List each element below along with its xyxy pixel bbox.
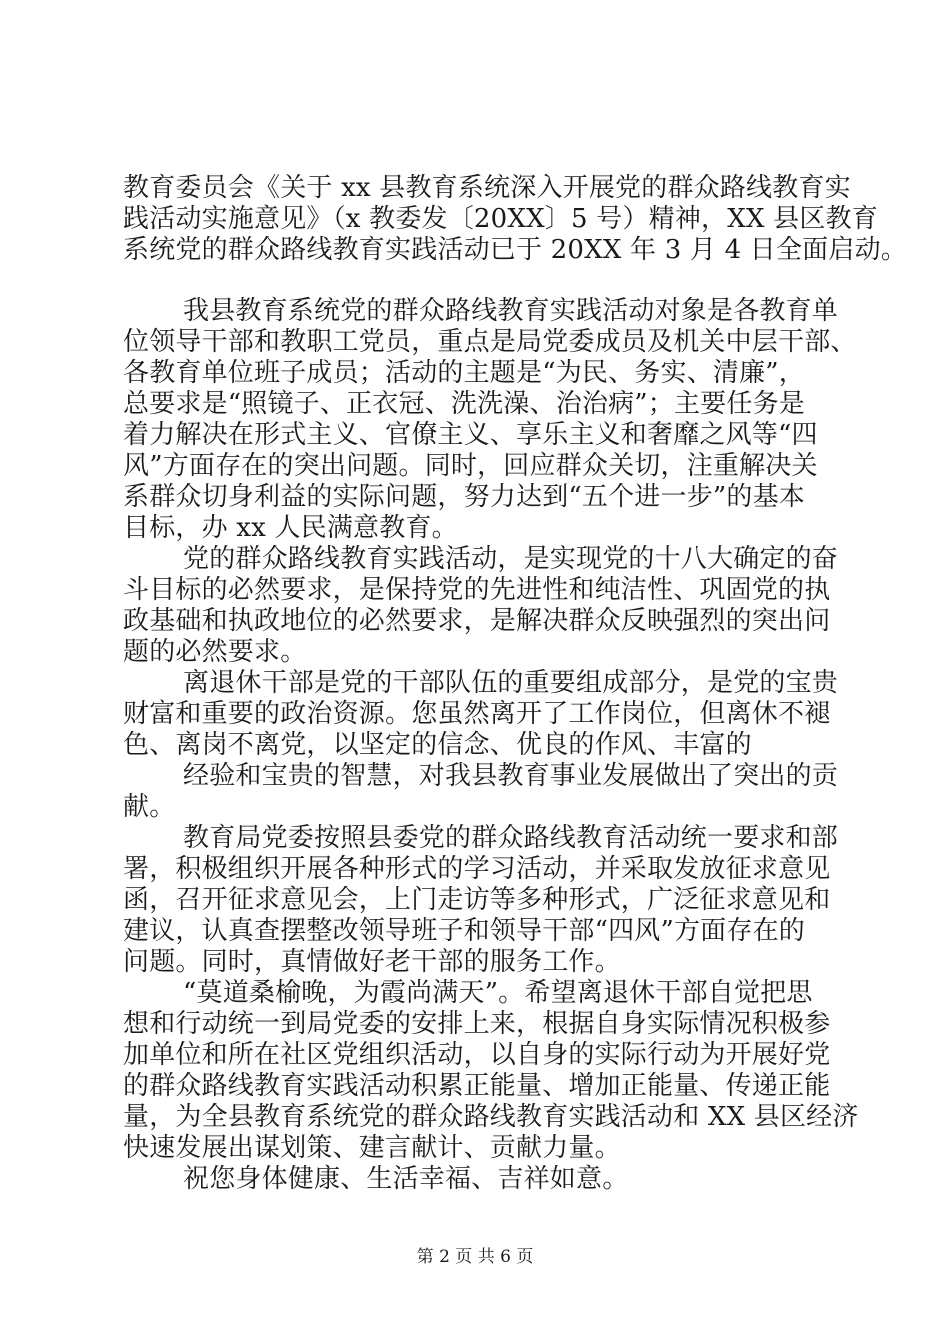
text-line: 教育委员会《关于 xx 县教育系统深入开展党的群众路线教育实 <box>123 173 851 203</box>
paragraph-intro <box>123 173 907 266</box>
text-line: 祝您身体健康、生活幸福、吉祥如意。 <box>183 1164 629 1194</box>
text-line: 斗目标的必然要求，是保持党的先进性和纯洁性、巩固党的执 <box>123 575 831 605</box>
text-line: 各教育单位班子成员；活动的主题是“为民、务实、清廉”， <box>123 358 805 388</box>
text-line: 函，召开征求意见会，上门走访等多种形式，广泛征求意见和 <box>123 885 831 915</box>
text-line: 题的必然要求。 <box>123 637 307 667</box>
text-line: 问题。同时，真情做好老干部的服务工作。 <box>123 947 621 977</box>
paragraph-significance <box>123 544 839 668</box>
text-line: 系群众切身利益的实际问题，努力达到“五个进一步”的基本 <box>123 482 805 512</box>
page-number-footer: 第 2 页 共 6 页 <box>416 1247 534 1267</box>
text-line: 我县教育系统党的群众路线教育实践活动对象是各教育单 <box>183 296 839 326</box>
paragraph-gap <box>123 266 835 296</box>
paragraph-hope <box>123 978 859 1164</box>
text-line: 建议，认真查摆整改领导班子和领导干部“四风”方面存在的 <box>123 916 805 946</box>
text-line: 财富和重要的政治资源。您虽然离开了工作岗位，但离休不褪 <box>123 699 831 729</box>
text-line: 践活动实施意见》（x 教委发〔20XX〕5 号）精神，XX 县区教育 <box>123 204 878 234</box>
text-line: 量，为全县教育系统党的群众路线教育实践活动和 XX 县区经济 <box>123 1102 859 1132</box>
paragraph-objectives <box>123 296 857 544</box>
text-line: 色、离岗不离党，以坚定的信念、优良的作风、丰富的 <box>123 730 752 760</box>
paragraph-party-committee <box>123 823 839 978</box>
text-line: 着力解决在形式主义、官僚主义、享乐主义和奢靡之风等“四 <box>123 420 818 450</box>
paragraph-retired-cadres <box>123 668 839 823</box>
text-line: “莫道桑榆晚，为霞尚满天”。希望离退休干部自觉把思 <box>183 978 813 1008</box>
document-body <box>123 173 907 1195</box>
text-line: 位领导干部和教职工党员，重点是局党委成员及机关中层干部、 <box>123 327 857 357</box>
text-line: 快速发展出谋划策、建言献计、贡献力量。 <box>123 1133 621 1163</box>
text-line: 党的群众路线教育实践活动，是实现党的十八大确定的奋 <box>183 544 839 574</box>
text-line: 献。 <box>123 792 176 822</box>
text-line: 署，积极组织开展各种形式的学习活动，并采取发放征求意见 <box>123 854 831 884</box>
text-line: 风”方面存在的突出问题。同时，回应群众关切，注重解决关 <box>123 451 818 481</box>
text-line: 的群众路线教育实践活动积累正能量、增加正能量、传递正能 <box>123 1071 831 1101</box>
text-line: 想和行动统一到局党委的安排上来，根据自身实际情况积极参 <box>123 1009 831 1039</box>
text-line: 加单位和所在社区党组织活动，以自身的实际行动为开展好党 <box>123 1040 831 1070</box>
text-line: 总要求是“照镜子、正衣冠、洗洗澡、治治病”；主要任务是 <box>123 389 805 419</box>
text-line: 教育局党委按照县委党的群众路线教育活动统一要求和部 <box>183 823 839 853</box>
text-line: 目标，办 xx 人民满意教育。 <box>123 513 458 543</box>
paragraph-closing <box>123 1164 835 1195</box>
text-line: 经验和宝贵的智慧，对我县教育事业发展做出了突出的贡 <box>183 761 839 791</box>
text-line: 离退休干部是党的干部队伍的重要组成部分，是党的宝贵 <box>183 668 839 698</box>
text-line: 系统党的群众路线教育实践活动已于 20XX 年 3 月 4 日全面启动。 <box>123 235 907 265</box>
text-line: 政基础和执政地位的必然要求，是解决群众反映强烈的突出问 <box>123 606 831 636</box>
